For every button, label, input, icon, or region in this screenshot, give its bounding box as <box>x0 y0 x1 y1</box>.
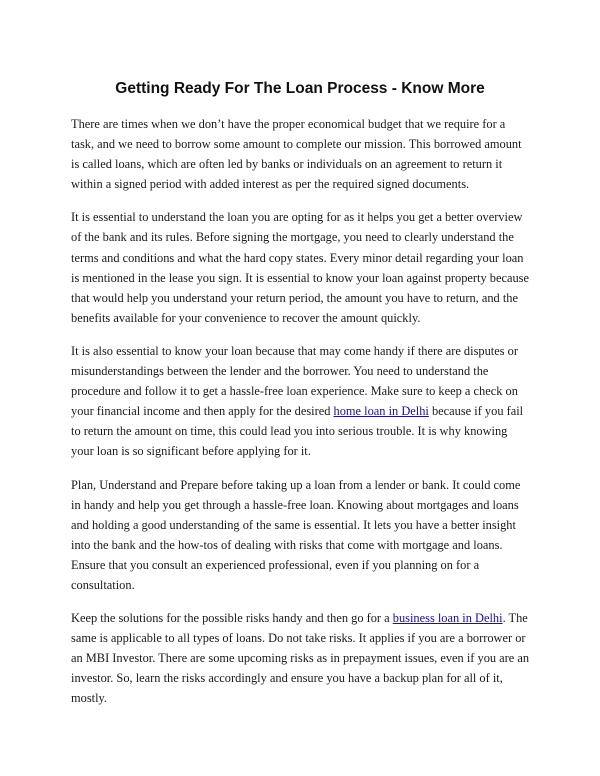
page-title: Getting Ready For The Loan Process - Know More <box>115 80 485 97</box>
paragraph-3-text-before: It is also essential to know your loan because that may come handy if there are disputes or misunderstandings between the lender and the borrower. You need to understand the procedure and follow it to get a hassle-free loan experience. Make sure to keep a check on your financial income and then apply for the desired <box>71 343 518 419</box>
paragraph-2: It is essential to understand the loan you are opting for as it helps you get a better overview of the bank and its rules. Before signing the mortgage, you need to clearly understand the terms and conditions and what the hard copy states. Every minor detail regarding your loan is mentioned in the lease you sign. It is essential to know your loan against property because that would help you understand your return period, the amount you have to return, and the benefits available for your convenience to recover the amount quickly. <box>71 210 530 325</box>
paragraph-3 <box>71 341 531 462</box>
paragraph-1: There are times when we don’t have the proper economical budget that we require for a task, and we need to borrow some amount to complete our mission. This borrowed amount is called loans, which are often led by banks or individuals on an agreement to return it within a signed period with added interest as per the required signed documents. <box>71 117 522 192</box>
paragraph-5 <box>71 608 531 708</box>
paragraph-3-text-after: because if you fail to return the amount on time, this could lead you into serious trouble. It is why knowing your loan is so significant before applying for it. <box>71 404 524 459</box>
home-loan-link[interactable]: home loan in Delhi <box>333 404 429 419</box>
business-loan-link[interactable]: business loan in Delhi <box>392 611 503 626</box>
paragraph-4: Plan, Understand and Prepare before taking up a loan from a lender or bank. It could come in handy and help you get through a hassle-free loan. Knowing about mortgages and loans and holding a good understanding of the same is essential. It lets you have a better insight into the bank and the how-tos of dealing with risks that come with mortgage and loans. Ensure that you consult an experienced professional, even if you planning on for a consultation. <box>71 477 521 592</box>
paragraph-5-text-before: Keep the solutions for the possible risks handy and then go for a <box>71 611 393 626</box>
article-body <box>71 114 531 722</box>
paragraph-5-text-after: . The same is applicable to all types of loans. Do not take risks. It applies if you are a borrower or an MBI Investor. There are some upcoming risks as in prepayment issues, even if you are an investor. So, learn the risks accordingly and ensure you have a backup plan for all of it, mostly. <box>71 611 530 706</box>
